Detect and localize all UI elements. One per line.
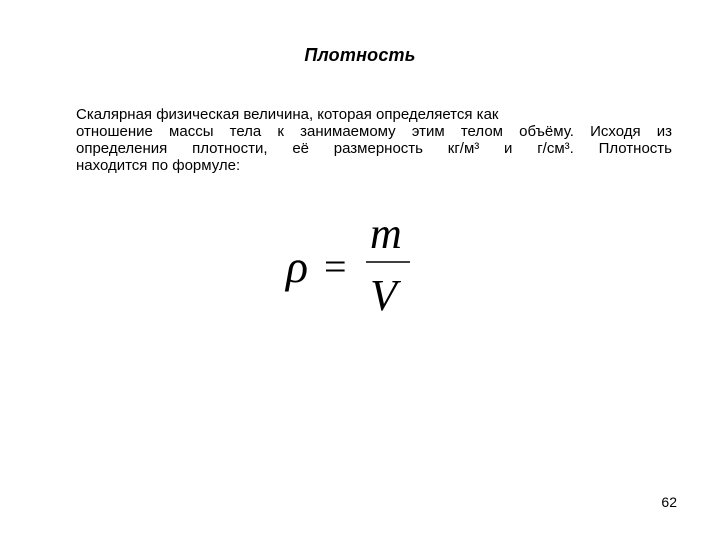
paragraph-line-2: отношение массы тела к занимаемому этим телом объёму. Исходя из	[76, 123, 672, 140]
definition-paragraph	[76, 106, 672, 174]
paragraph-line-1: Скалярная физическая величина, которая определяется как	[76, 106, 499, 123]
formula-equals: =	[324, 244, 347, 289]
paragraph-line-3: определения плотности, её размерность кг/м³ и г/см³. Плотность	[76, 140, 672, 157]
formula-numerator: m	[370, 209, 402, 258]
density-formula	[280, 208, 430, 318]
page-number: 62	[661, 494, 677, 510]
slide-title: Плотность	[304, 45, 416, 65]
density-formula-svg	[280, 208, 430, 318]
paragraph-line-4: находится по формуле:	[76, 157, 241, 174]
formula-denominator: V	[370, 271, 397, 318]
formula-rho: ρ	[286, 241, 309, 292]
